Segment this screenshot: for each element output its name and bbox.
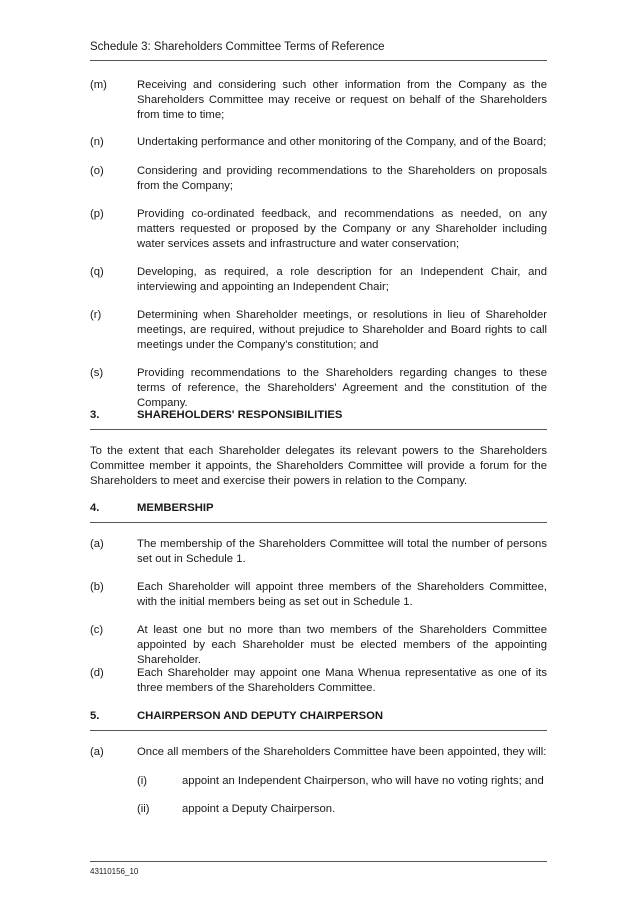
item-label: (o) bbox=[90, 165, 104, 177]
item-text: Considering and providing recommendations to the Shareholders on proposals from the Company; bbox=[137, 165, 547, 192]
section-title: CHAIRPERSON AND DEPUTY CHAIRPERSON bbox=[137, 710, 384, 722]
section-heading-3 bbox=[90, 408, 547, 423]
item-label: (d) bbox=[90, 667, 104, 679]
page-header: Schedule 3: Shareholders Committee Terms of Reference bbox=[90, 41, 385, 53]
item-label: (m) bbox=[90, 79, 107, 91]
item-text: Developing, as required, a role description for an Independent Chair, and interviewing and appointing an Independent Chair; bbox=[137, 266, 547, 293]
sub-list-item bbox=[137, 802, 547, 817]
item-text: Receiving and considering such other information from the Company as the Shareholders Committee may receive or request on behalf of the Shareholders from time to time; bbox=[137, 79, 547, 121]
item-text: Providing co-ordinated feedback, and recommendations as needed, on any matters requested or proposed by the Company or any Shareholder including water services assets and infrastructure and water conservation; bbox=[137, 208, 547, 250]
list-item bbox=[90, 265, 547, 295]
section-rule bbox=[90, 522, 547, 523]
item-label: (a) bbox=[90, 746, 104, 758]
sub-item-label: (ii) bbox=[137, 803, 150, 815]
item-text: The membership of the Shareholders Committee will total the number of persons set out in Schedule 1. bbox=[137, 538, 547, 565]
document-reference: 43110156_10 bbox=[90, 867, 139, 876]
item-text: Undertaking performance and other monitoring of the Company, and of the Board; bbox=[137, 136, 547, 148]
list-item bbox=[90, 164, 547, 194]
list-item bbox=[90, 745, 547, 760]
section-number: 5. bbox=[90, 710, 100, 722]
section-3-body: To the extent that each Shareholder delegates its relevant powers to the Shareholders Committee member it appoints, the Shareholders Committee will provide a forum for the Shareholders to meet and exercise their powers in relation to the Company. bbox=[90, 445, 547, 487]
item-text: Providing recommendations to the Shareholders regarding changes to these terms of reference, the Shareholders' Agreement and the constitution of the Company. bbox=[137, 367, 547, 409]
list-item bbox=[90, 135, 547, 150]
header-rule bbox=[90, 60, 547, 61]
section-number: 3. bbox=[90, 409, 100, 421]
item-label: (s) bbox=[90, 367, 104, 379]
list-item bbox=[90, 623, 547, 668]
section-heading-4 bbox=[90, 501, 547, 516]
item-label: (a) bbox=[90, 538, 104, 550]
sub-item-text: appoint an Independent Chairperson, who will have no voting rights; and bbox=[182, 775, 544, 787]
list-item bbox=[90, 580, 547, 610]
item-label: (b) bbox=[90, 581, 104, 593]
item-label: (n) bbox=[90, 136, 104, 148]
item-text: Each Shareholder will appoint three members of the Shareholders Committee, with the initial members being as set out in Schedule 1. bbox=[137, 581, 547, 608]
item-text: Once all members of the Shareholders Committee have been appointed, they will: bbox=[137, 746, 547, 758]
section-number: 4. bbox=[90, 502, 100, 514]
list-item bbox=[90, 207, 547, 252]
footer-rule bbox=[90, 861, 547, 862]
item-label: (q) bbox=[90, 266, 104, 278]
item-text: Each Shareholder may appoint one Mana Whenua representative as one of its three members of the Shareholders Committee. bbox=[137, 667, 547, 694]
item-text: At least one but no more than two members of the Shareholders Committee appointed by each Shareholder must be elected members of the appointing Shareholder. bbox=[137, 624, 547, 666]
list-item bbox=[90, 537, 547, 567]
section-title: MEMBERSHIP bbox=[137, 502, 214, 514]
section-title: SHAREHOLDERS' RESPONSIBILITIES bbox=[137, 409, 343, 421]
section-rule bbox=[90, 429, 547, 430]
sub-item-label: (i) bbox=[137, 775, 148, 787]
section-heading-5 bbox=[90, 709, 547, 724]
list-item bbox=[90, 78, 547, 123]
sub-list-item bbox=[137, 774, 547, 789]
list-item bbox=[90, 366, 547, 411]
item-label: (p) bbox=[90, 208, 104, 220]
section-rule bbox=[90, 730, 547, 731]
item-label: (c) bbox=[90, 624, 104, 636]
list-item bbox=[90, 666, 547, 696]
list-item bbox=[90, 308, 547, 353]
item-text: Determining when Shareholder meetings, or resolutions in lieu of Shareholder meetings, are required, without prejudice to Shareholder and Board rights to call meetings under the Company's constitution; and bbox=[137, 309, 547, 351]
sub-item-text: appoint a Deputy Chairperson. bbox=[182, 803, 336, 815]
item-label: (r) bbox=[90, 309, 102, 321]
